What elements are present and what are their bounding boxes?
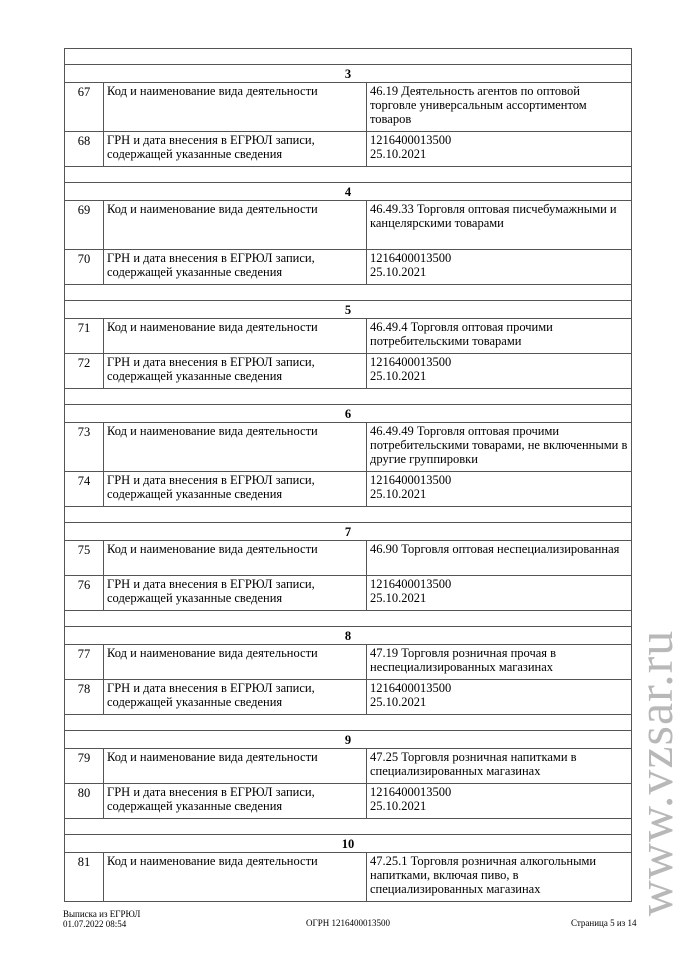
row-number: 77 (65, 645, 104, 680)
table-spacer-row (65, 819, 632, 835)
row-number: 70 (65, 250, 104, 285)
field-value: 1216400013500 25.10.2021 (367, 576, 632, 611)
row-number: 75 (65, 541, 104, 576)
table-row (65, 472, 632, 507)
section-header-row (65, 405, 632, 423)
table-row (65, 749, 632, 784)
section-number: 8 (65, 627, 632, 645)
field-value: 46.49.33 Торговля оптовая писчебумажными и канцелярскими товарами (367, 201, 632, 250)
field-label: ГРН и дата внесения в ЕГРЮЛ записи, содержащей указанные сведения (104, 250, 367, 285)
row-number: 71 (65, 319, 104, 354)
table-spacer-row (65, 49, 632, 65)
section-header-row (65, 301, 632, 319)
field-label: ГРН и дата внесения в ЕГРЮЛ записи, содержащей указанные сведения (104, 132, 367, 167)
spacer-cell (65, 389, 632, 405)
spacer-cell (65, 49, 632, 65)
spacer-cell (65, 611, 632, 627)
row-number: 72 (65, 354, 104, 389)
field-value: 46.19 Деятельность агентов по оптовой торговле универсальным ассортиментом товаров (367, 83, 632, 132)
row-number: 80 (65, 784, 104, 819)
table-spacer-row (65, 715, 632, 731)
field-label: Код и наименование вида деятельности (104, 645, 367, 680)
field-value: 1216400013500 25.10.2021 (367, 680, 632, 715)
field-value: 46.49.49 Торговля оптовая прочими потребительскими товарами, не включенными в другие группировки (367, 423, 632, 472)
field-value: 1216400013500 25.10.2021 (367, 250, 632, 285)
section-number: 3 (65, 65, 632, 83)
field-value: 1216400013500 25.10.2021 (367, 354, 632, 389)
footer-document-info (63, 909, 140, 929)
table-row (65, 541, 632, 576)
table-row (65, 201, 632, 250)
field-value: 1216400013500 25.10.2021 (367, 132, 632, 167)
field-label: Код и наименование вида деятельности (104, 853, 367, 902)
table-spacer-row (65, 611, 632, 627)
row-number: 81 (65, 853, 104, 902)
table-row (65, 784, 632, 819)
table-spacer-row (65, 507, 632, 523)
field-label: Код и наименование вида деятельности (104, 423, 367, 472)
field-label: Код и наименование вида деятельности (104, 319, 367, 354)
table-row (65, 680, 632, 715)
field-value: 47.25 Торговля розничная напитками в специализированных магазинах (367, 749, 632, 784)
watermark-text: www.vzsar.ru (627, 629, 683, 916)
section-number: 10 (65, 835, 632, 853)
section-header-row (65, 731, 632, 749)
row-number: 73 (65, 423, 104, 472)
section-number: 4 (65, 183, 632, 201)
table-row (65, 576, 632, 611)
section-header-row (65, 835, 632, 853)
spacer-cell (65, 285, 632, 301)
footer-page-number: Страница 5 из 14 (571, 918, 637, 928)
row-number: 79 (65, 749, 104, 784)
section-number: 5 (65, 301, 632, 319)
field-label: ГРН и дата внесения в ЕГРЮЛ записи, содержащей указанные сведения (104, 784, 367, 819)
field-label: Код и наименование вида деятельности (104, 201, 367, 250)
field-value: 47.19 Торговля розничная прочая в неспециализированных магазинах (367, 645, 632, 680)
footer-ogrn: ОГРН 1216400013500 (306, 918, 390, 928)
row-number: 76 (65, 576, 104, 611)
table-row (65, 853, 632, 902)
section-number: 6 (65, 405, 632, 423)
table-row (65, 319, 632, 354)
row-number: 69 (65, 201, 104, 250)
footer-document-date: 01.07.2022 08:54 (63, 919, 127, 929)
field-value: 47.25.1 Торговля розничная алкогольными напитками, включая пиво, в специализированных магазинах (367, 853, 632, 902)
table-row (65, 423, 632, 472)
field-label: ГРН и дата внесения в ЕГРЮЛ записи, содержащей указанные сведения (104, 680, 367, 715)
row-number: 78 (65, 680, 104, 715)
table-row (65, 250, 632, 285)
field-value: 46.90 Торговля оптовая неспециализированная (367, 541, 632, 576)
spacer-cell (65, 819, 632, 835)
table-row (65, 645, 632, 680)
table-row (65, 83, 632, 132)
section-header-row (65, 523, 632, 541)
table-spacer-row (65, 167, 632, 183)
row-number: 74 (65, 472, 104, 507)
field-label: ГРН и дата внесения в ЕГРЮЛ записи, содержащей указанные сведения (104, 354, 367, 389)
table-spacer-row (65, 389, 632, 405)
field-value: 1216400013500 25.10.2021 (367, 472, 632, 507)
egrul-extract-table (64, 48, 632, 902)
row-number: 68 (65, 132, 104, 167)
watermark (627, 600, 683, 945)
table-row (65, 354, 632, 389)
field-label: ГРН и дата внесения в ЕГРЮЛ записи, содержащей указанные сведения (104, 472, 367, 507)
section-header-row (65, 627, 632, 645)
footer-document-title: Выписка из ЕГРЮЛ (63, 909, 141, 919)
section-number: 9 (65, 731, 632, 749)
section-header-row (65, 183, 632, 201)
row-number: 67 (65, 83, 104, 132)
field-label: Код и наименование вида деятельности (104, 541, 367, 576)
table-spacer-row (65, 285, 632, 301)
field-value: 1216400013500 25.10.2021 (367, 784, 632, 819)
table-row (65, 132, 632, 167)
field-label: Код и наименование вида деятельности (104, 749, 367, 784)
field-value: 46.49.4 Торговля оптовая прочими потребительскими товарами (367, 319, 632, 354)
section-header-row (65, 65, 632, 83)
field-label: ГРН и дата внесения в ЕГРЮЛ записи, содержащей указанные сведения (104, 576, 367, 611)
spacer-cell (65, 507, 632, 523)
field-label: Код и наименование вида деятельности (104, 83, 367, 132)
spacer-cell (65, 167, 632, 183)
section-number: 7 (65, 523, 632, 541)
spacer-cell (65, 715, 632, 731)
